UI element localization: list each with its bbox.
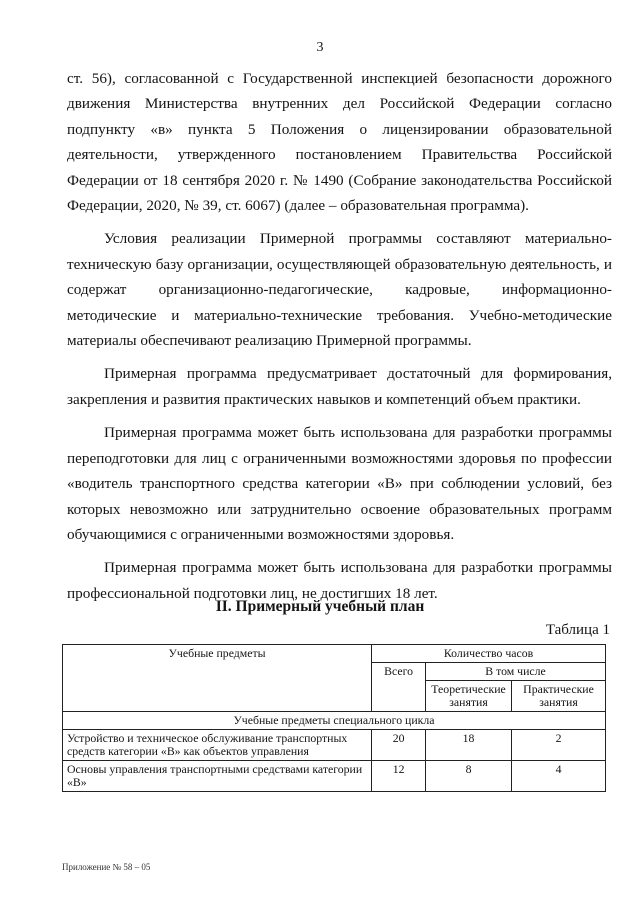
header-practice: Практические занятия (512, 681, 606, 712)
table-header-row (63, 645, 606, 663)
header-hours: Количество часов (372, 645, 606, 663)
paragraph: Условия реализации Примерной программы составляют материально-техническую базу организации, осуществляющей образовательную деятельность, и содержат организационно-педагогические, кадровые, информационно-методические и материально-технические требования. Учебно-методические материалы обеспечивают реализацию Примерной программы. (67, 230, 612, 350)
table-label: Таблица 1 (545, 622, 610, 638)
subject-cell: Основы управления транспортными средствами категории «В» (63, 761, 372, 792)
study-plan-table (62, 644, 606, 792)
table-row (63, 730, 606, 761)
table-group-row (63, 712, 606, 730)
theory-cell: 8 (426, 761, 512, 792)
theory-cell: 18 (426, 730, 512, 761)
practice-cell: 4 (512, 761, 606, 792)
total-cell: 20 (372, 730, 426, 761)
table-row (63, 761, 606, 792)
page-number: 3 (316, 40, 324, 55)
header-total: Всего (372, 663, 426, 712)
section-title: II. Примерный учебный план (215, 598, 425, 615)
footer-note: Приложение № 58 – 05 (62, 862, 151, 872)
total-cell: 12 (372, 761, 426, 792)
paragraph: Примерная программа предусматривает достаточный для формирования, закрепления и развития практических навыков и компетенций объем практики. (67, 365, 612, 408)
paragraph: Примерная программа может быть использована для разработки программы переподготовки для лиц с ограниченными возможностями здоровья по профессии «водитель транспортного средства категории «В» при соблюдении условий, без которых невозможно или затруднительно освоение образовательных программ обучающимися с ограниченными возможностями здоровья. (67, 424, 612, 543)
header-subjects: Учебные предметы (63, 645, 372, 712)
header-theory: Теоретические занятия (426, 681, 512, 712)
header-including: В том числе (426, 663, 606, 681)
group-title: Учебные предметы специального цикла (63, 712, 606, 730)
practice-cell: 2 (512, 730, 606, 761)
subject-cell: Устройство и техническое обслуживание транспортных средств категории «В» как объектов управления (63, 730, 372, 761)
paragraph: ст. 56), согласованной с Государственной инспекцией безопасности дорожного движения Министерства внутренних дел Российской Федерации согласно подпункту «в» пункта 5 Положения о лицензировании образовательной деятельности, утвержденного постановлением Правительства Российской Федерации от 18 сентября 2020 г. № 1490 (Собрание законодательства Российской Федерации, 2020, № 39, ст. 6067) (далее – образовательная программа). (67, 70, 612, 215)
paragraph: Примерная программа может быть использована для разработки программы профессиональной подготовки лиц, не достигших 18 лет. (67, 559, 612, 602)
body-text (67, 66, 612, 614)
